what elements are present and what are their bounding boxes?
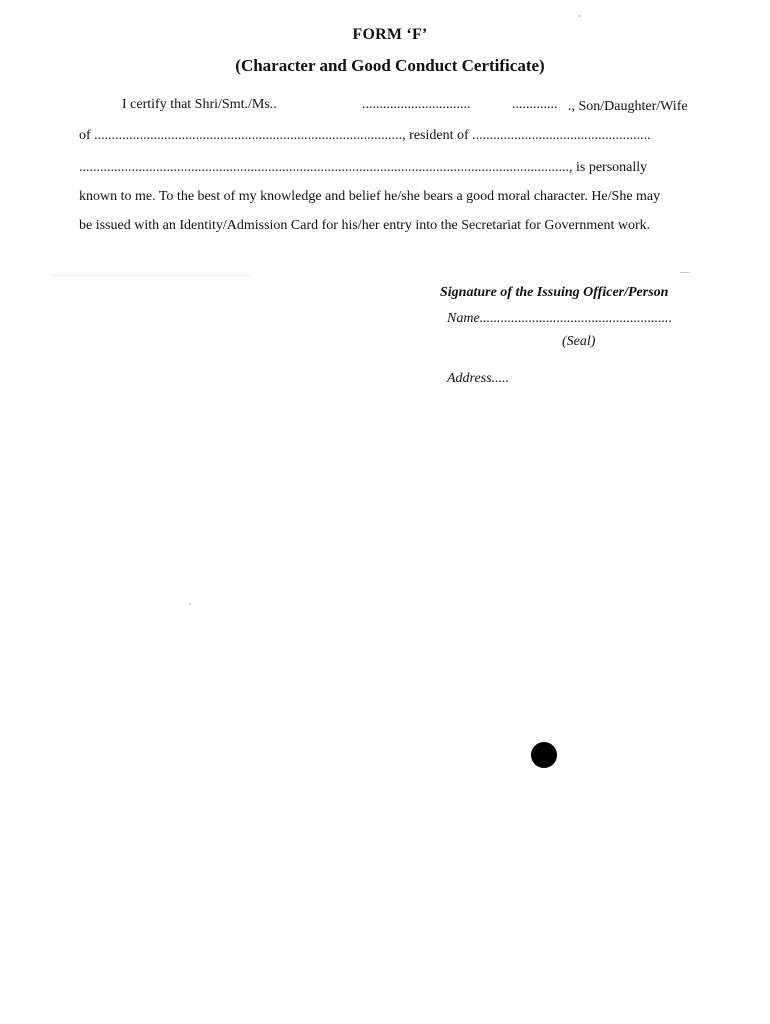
name-field-label: Name....................................................... [447, 311, 673, 326]
scan-speck [50, 275, 250, 276]
address-personally-line: ............................................................................................................................................, is personally [79, 160, 648, 175]
form-title: FORM ‘F’ [352, 26, 428, 43]
relation-text: ., Son/Daughter/Wife [568, 99, 688, 114]
seal-label: (Seal) [562, 334, 596, 349]
identity-card-line: be issued with an Identity/Admission Card for his/her entry into the Secretariat for Government work. [79, 218, 651, 233]
form-subtitle: (Character and Good Conduct Certificate) [235, 56, 545, 75]
certify-line [122, 97, 688, 114]
moral-character-line: known to me. To the best of my knowledge and belief he/she bears a good moral character. He/She may [79, 189, 661, 204]
scan-speck [680, 272, 690, 273]
scan-speck [578, 15, 581, 17]
address-field-label: Address..... [447, 371, 510, 386]
name-blank-extra: ............. [512, 97, 558, 112]
name-blank: ............................... [362, 97, 471, 112]
certify-text: I certify that Shri/Smt./Ms.. [122, 97, 277, 112]
parent-resident-line: of ........................................................................................, resident of ................................................... [79, 128, 651, 143]
punch-hole-mark [531, 742, 557, 768]
scan-speck [189, 603, 191, 605]
signature-label: Signature of the Issuing Officer/Person [440, 285, 669, 300]
